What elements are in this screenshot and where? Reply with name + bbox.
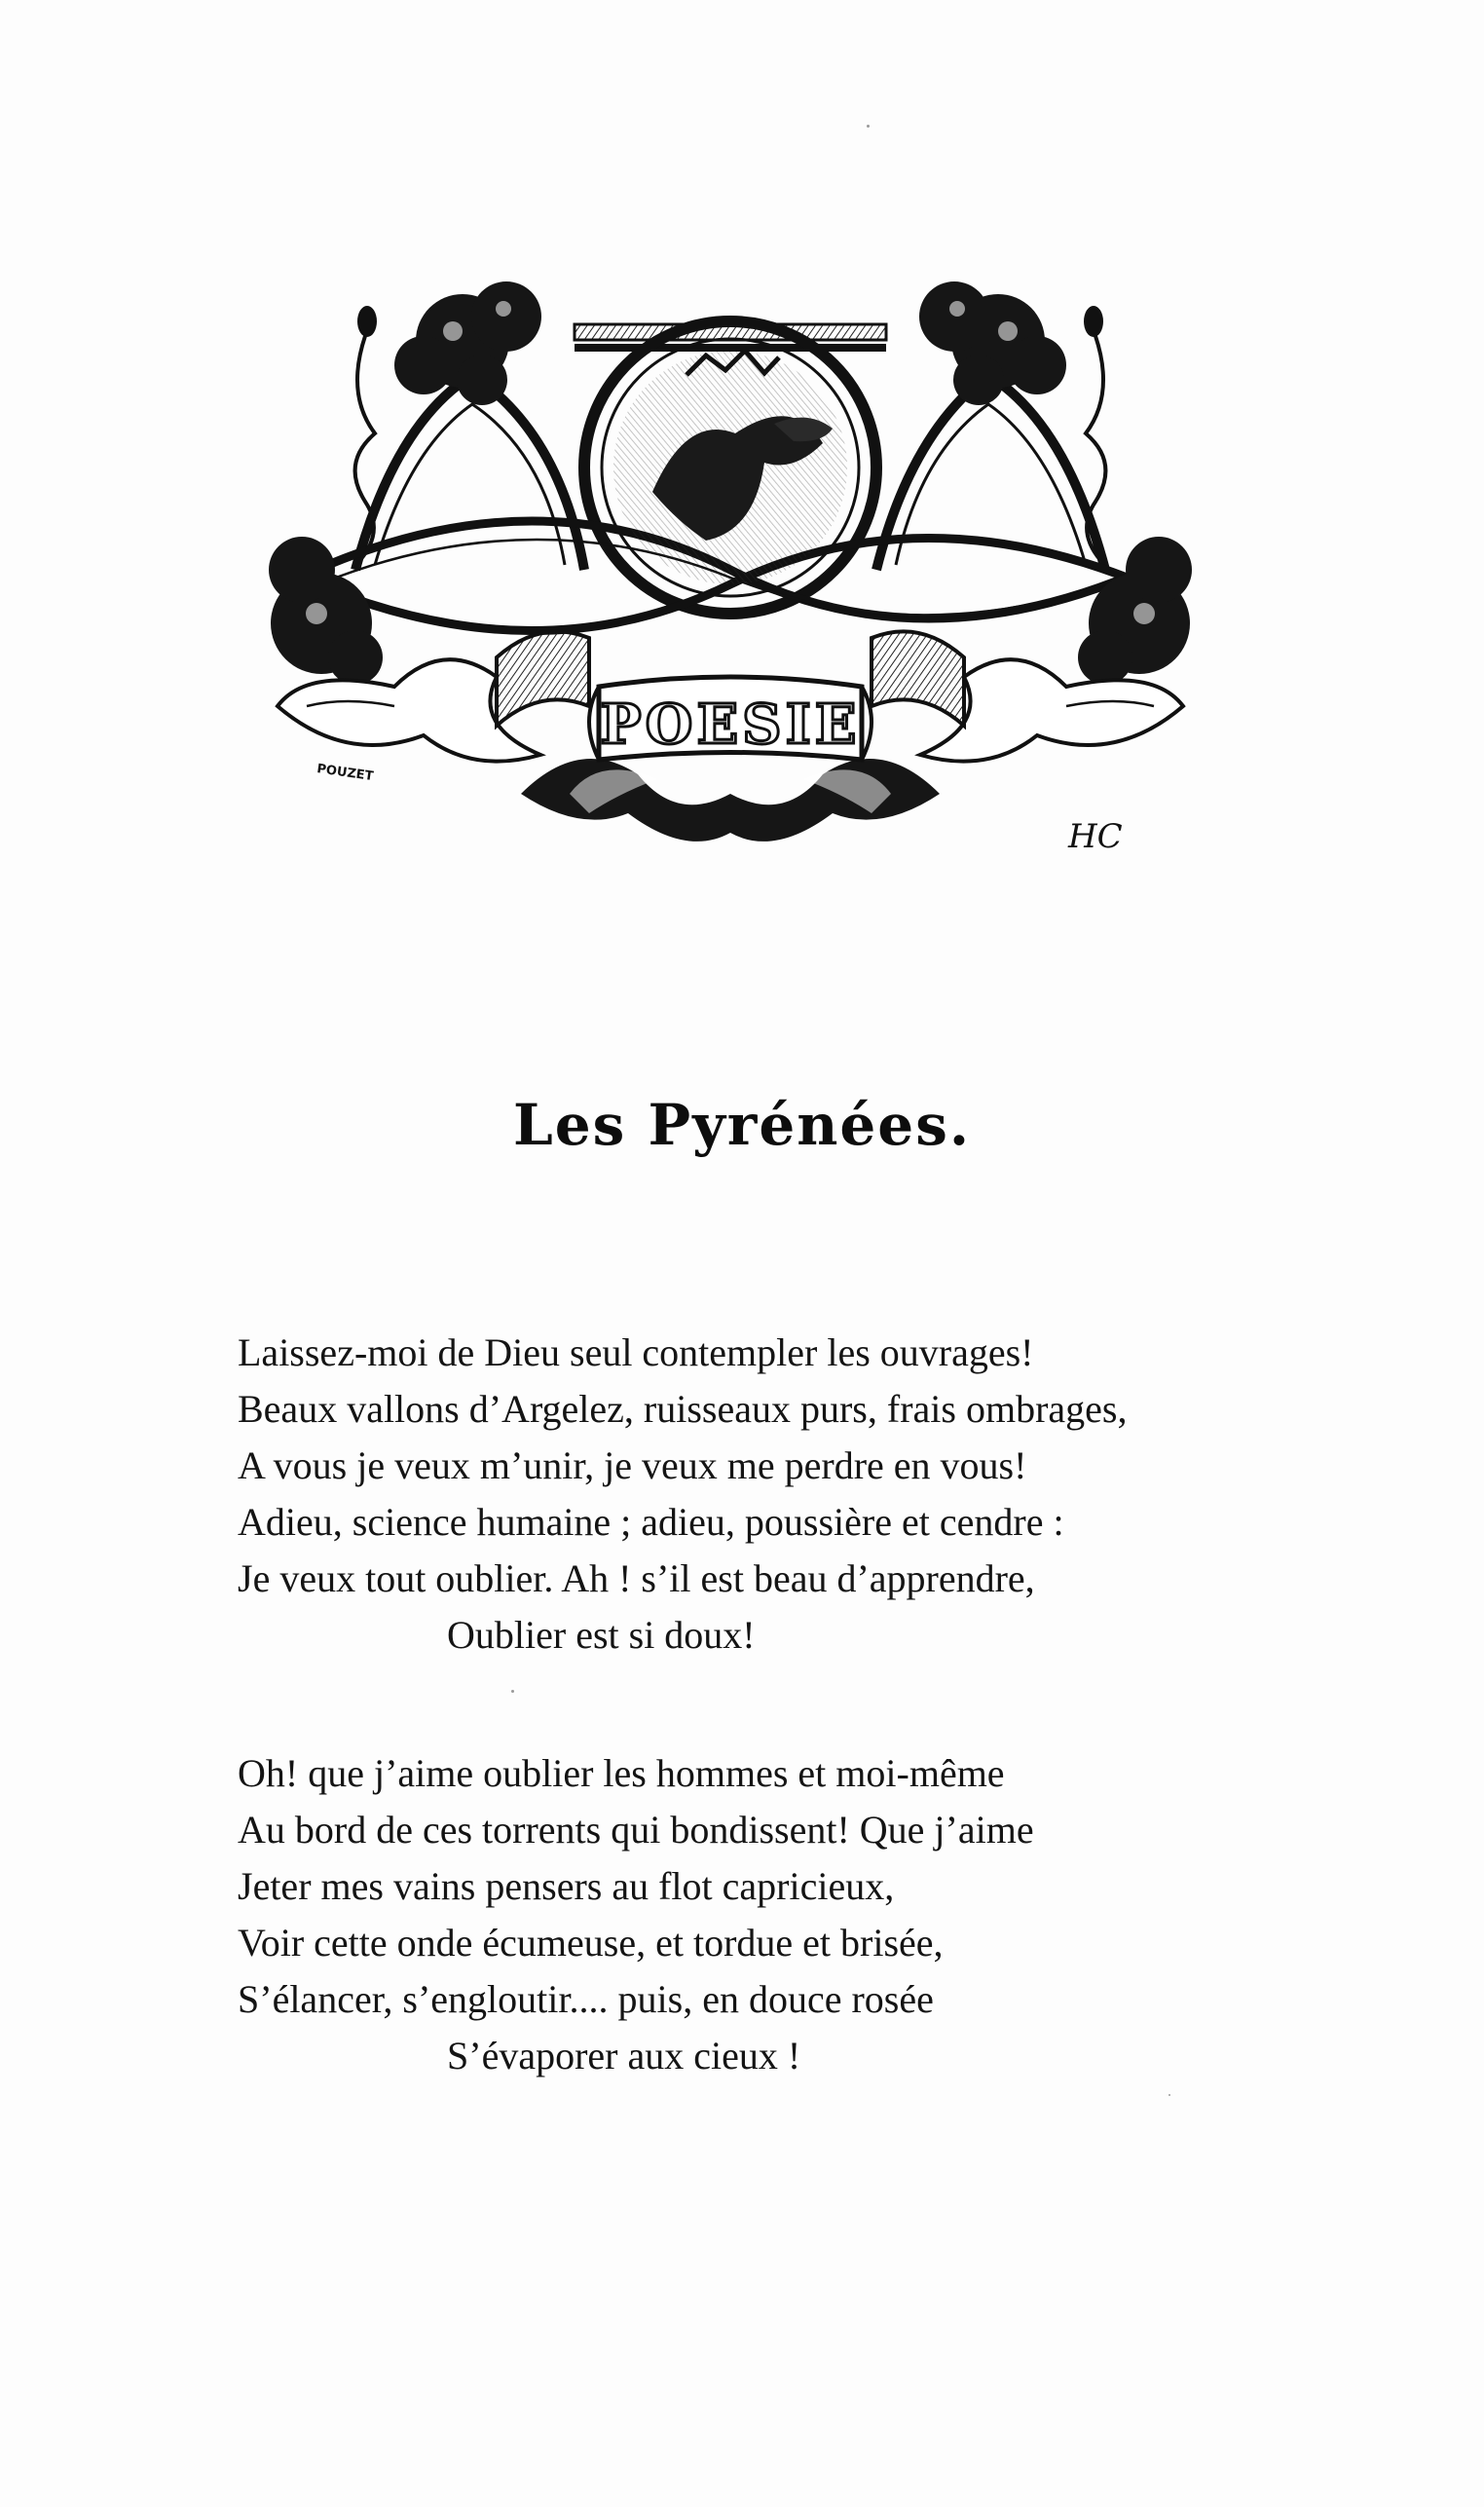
ornamental-vignette [248,248,1212,891]
verse-line-refrain: S’évaporer aux cieux ! [447,2034,801,2077]
poesie-banner [589,677,872,760]
verse-line: Je veux tout oublier. Ah ! s’il est beau d’apprendre, [238,1556,1035,1600]
verse-line: Voir cette onde écumeuse, et tordue et brisée, [238,1921,944,1964]
verse-line: Au bord de ces torrents qui bondissent! Que j’aime [238,1808,1034,1852]
medallion-scene [613,351,847,584]
paper-speck [867,125,870,128]
poem-title: Les Pyrénées. [512,1092,972,1158]
verse-line-refrain: Oublier est si doux! [447,1613,756,1657]
verse-line: Adieu, science humaine ; adieu, poussière et cendre : [238,1500,1064,1544]
verse-line: S’élancer, s’engloutir.... puis, en douce rosée [238,1977,934,2021]
stanza-2 [238,1745,1221,2084]
engraver-signature: POUZET [315,762,375,785]
verse-line: A vous je veux m’unir, je veux me perdre en vous! [238,1443,1027,1487]
engraving-illustration [248,248,1212,891]
verse-line: Beaux vallons d’Argelez, ruisseaux purs, frais ombrages, [238,1387,1128,1431]
verse-line: Jeter mes vains pensers au flot capricieux, [238,1864,895,1908]
banner-text: POESIE [600,692,861,757]
acanthus-base [521,759,940,842]
monogram: HC [1068,817,1123,856]
stanza-1 [238,1325,1221,1664]
verse-line: Laissez-moi de Dieu seul contempler les ouvrages! [238,1330,1034,1374]
paper-speck [511,1690,514,1693]
paper-speck [1169,2094,1170,2096]
verse-line: Oh! que j’aime oublier les hommes et moi-même [238,1751,1005,1795]
